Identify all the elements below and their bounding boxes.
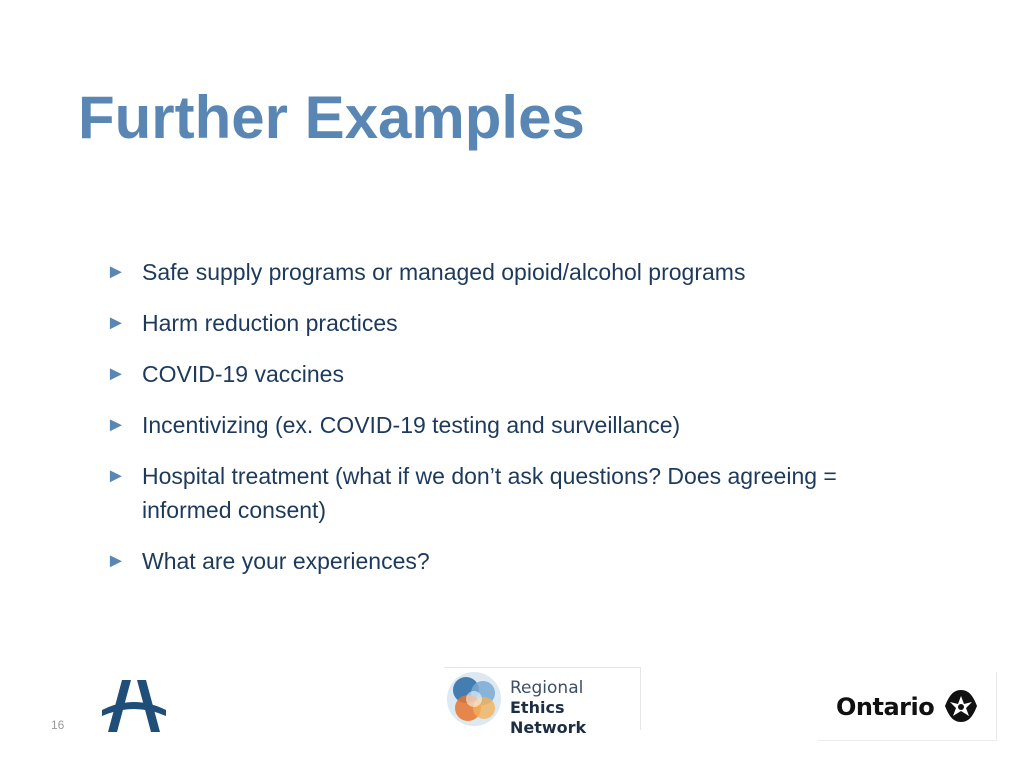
bullet-list [106,255,926,595]
ren-line2: Ethics Network [510,698,587,737]
bullet-item [106,408,926,442]
slide-title: Further Examples [78,84,585,151]
triangle-bullet-icon: ► [106,465,126,487]
bullet-item [106,459,926,527]
triangle-bullet-icon: ► [106,550,126,572]
ontario-logo [818,672,997,741]
bullet-text: Incentivizing (ex. COVID-19 testing and surveillance) [142,412,681,438]
ren-wordmark [510,678,640,738]
bullet-item [106,306,926,340]
bullet-item [106,255,926,289]
triangle-bullet-icon: ► [106,363,126,385]
ontario-wordmark: Ontario [836,693,935,721]
bullet-item [106,544,926,578]
ren-circles-icon [445,670,503,728]
bullet-text: COVID-19 vaccines [142,361,344,387]
trillium-icon [942,687,980,725]
bullet-text: Harm reduction practices [142,310,398,336]
bullet-item [106,357,926,391]
regional-ethics-network-logo [444,667,641,737]
bullet-text: What are your experiences? [142,548,430,574]
h-logo-icon [100,678,168,734]
bullet-text: Hospital treatment (what if we don’t ask questions? Does agreeing = informed consent) [142,463,837,523]
triangle-bullet-icon: ► [106,261,126,283]
ren-line1: Regional [510,678,584,698]
triangle-bullet-icon: ► [106,414,126,436]
page-number: 16 [51,718,65,732]
triangle-bullet-icon: ► [106,312,126,334]
bullet-text: Safe supply programs or managed opioid/alcohol programs [142,259,746,285]
